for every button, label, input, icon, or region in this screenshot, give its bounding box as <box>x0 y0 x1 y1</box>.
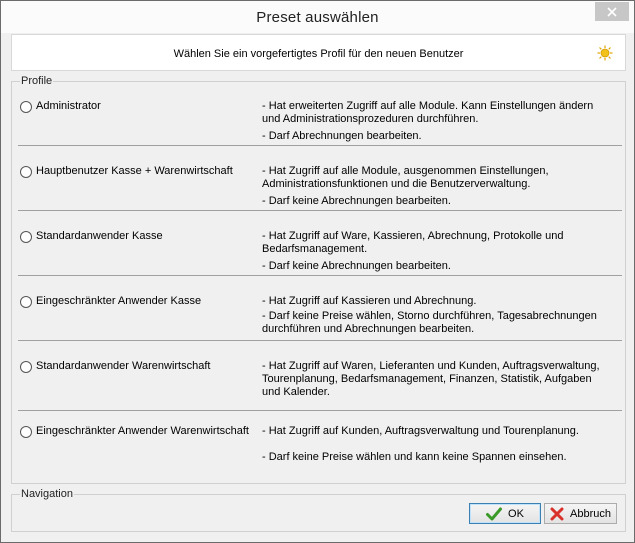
description-line: - Hat erweiterten Zugriff auf alle Module. Kann Einstellungen ändern und Administrationsprozeduren durchführen. <box>262 100 594 125</box>
profile-label: Eingeschränkter Anwender Warenwirtschaft <box>36 425 249 437</box>
radio-button[interactable] <box>20 166 32 178</box>
profile-description <box>262 425 612 464</box>
profile-label: Administrator <box>36 100 101 112</box>
description-line: - Hat Zugriff auf Kunden, Auftragsverwaltung und Tourenplanung. <box>262 425 579 437</box>
profile-group-label: Profile <box>21 75 53 87</box>
description-line: - Darf Abrechnungen bearbeiten. <box>262 130 422 142</box>
profile-description <box>262 165 612 208</box>
cancel-button[interactable] <box>544 503 617 524</box>
title-bar <box>1 1 634 33</box>
separator <box>18 210 622 211</box>
radio-button[interactable] <box>20 361 32 373</box>
profile-label: Hauptbenutzer Kasse + Warenwirtschaft <box>36 165 233 177</box>
description-line: - Hat Zugriff auf Kassieren und Abrechnung. <box>262 295 477 307</box>
radio-button[interactable] <box>20 426 32 438</box>
description-line: - Darf keine Abrechnungen bearbeiten. <box>262 195 451 207</box>
profile-description <box>262 295 612 336</box>
profile-description <box>262 100 612 143</box>
sun-icon <box>597 45 613 61</box>
checkmark-icon <box>486 507 502 521</box>
radio-button[interactable] <box>20 296 32 308</box>
description-line: - Hat Zugriff auf alle Module, ausgenommen Einstellungen, Administrationsfunktionen und die Benutzerverwaltung. <box>262 165 549 190</box>
separator <box>18 340 622 341</box>
description-line: - Darf keine Preise wählen und kann keine Spannen einsehen. <box>262 451 567 463</box>
radio-button[interactable] <box>20 101 32 113</box>
profile-description <box>262 230 612 273</box>
ok-button-label: OK <box>508 507 524 520</box>
cancel-x-icon <box>550 507 564 521</box>
close-button[interactable] <box>595 2 629 21</box>
description-line: - Hat Zugriff auf Ware, Kassieren, Abrechnung, Protokolle und Bedarfsmanagement. <box>262 230 564 255</box>
navigation-group <box>11 488 626 532</box>
profile-label: Standardanwender Warenwirtschaft <box>36 360 211 372</box>
description-line: - Darf keine Abrechnungen bearbeiten. <box>262 260 451 272</box>
profile-label: Eingeschränkter Anwender Kasse <box>36 295 202 307</box>
window-title: Preset auswählen <box>256 9 379 26</box>
description-line: - Darf keine Preise wählen, Storno durchführen, Tagesabrechnungen durchführen und Abrechnungen bearbeiten. <box>262 310 597 335</box>
profile-group <box>11 75 626 484</box>
header-panel <box>11 34 626 71</box>
profile-description <box>262 360 612 399</box>
separator <box>18 410 622 411</box>
description-line: - Hat Zugriff auf Waren, Lieferanten und Kunden, Auftragsverwaltung, Tourenplanung, Bedarfsmanagement, Finanzen, Statistik, Aufgaben und Kalender. <box>262 360 600 398</box>
separator <box>18 275 622 276</box>
radio-button[interactable] <box>20 231 32 243</box>
navigation-group-label: Navigation <box>21 488 73 500</box>
ok-button[interactable] <box>469 503 541 524</box>
profile-label: Standardanwender Kasse <box>36 230 163 242</box>
close-icon <box>607 7 617 17</box>
separator <box>18 145 622 146</box>
cancel-button-label: Abbruch <box>570 507 611 520</box>
header-text: Wählen Sie ein vorgefertigtes Profil für den neuen Benutzer <box>173 48 464 60</box>
